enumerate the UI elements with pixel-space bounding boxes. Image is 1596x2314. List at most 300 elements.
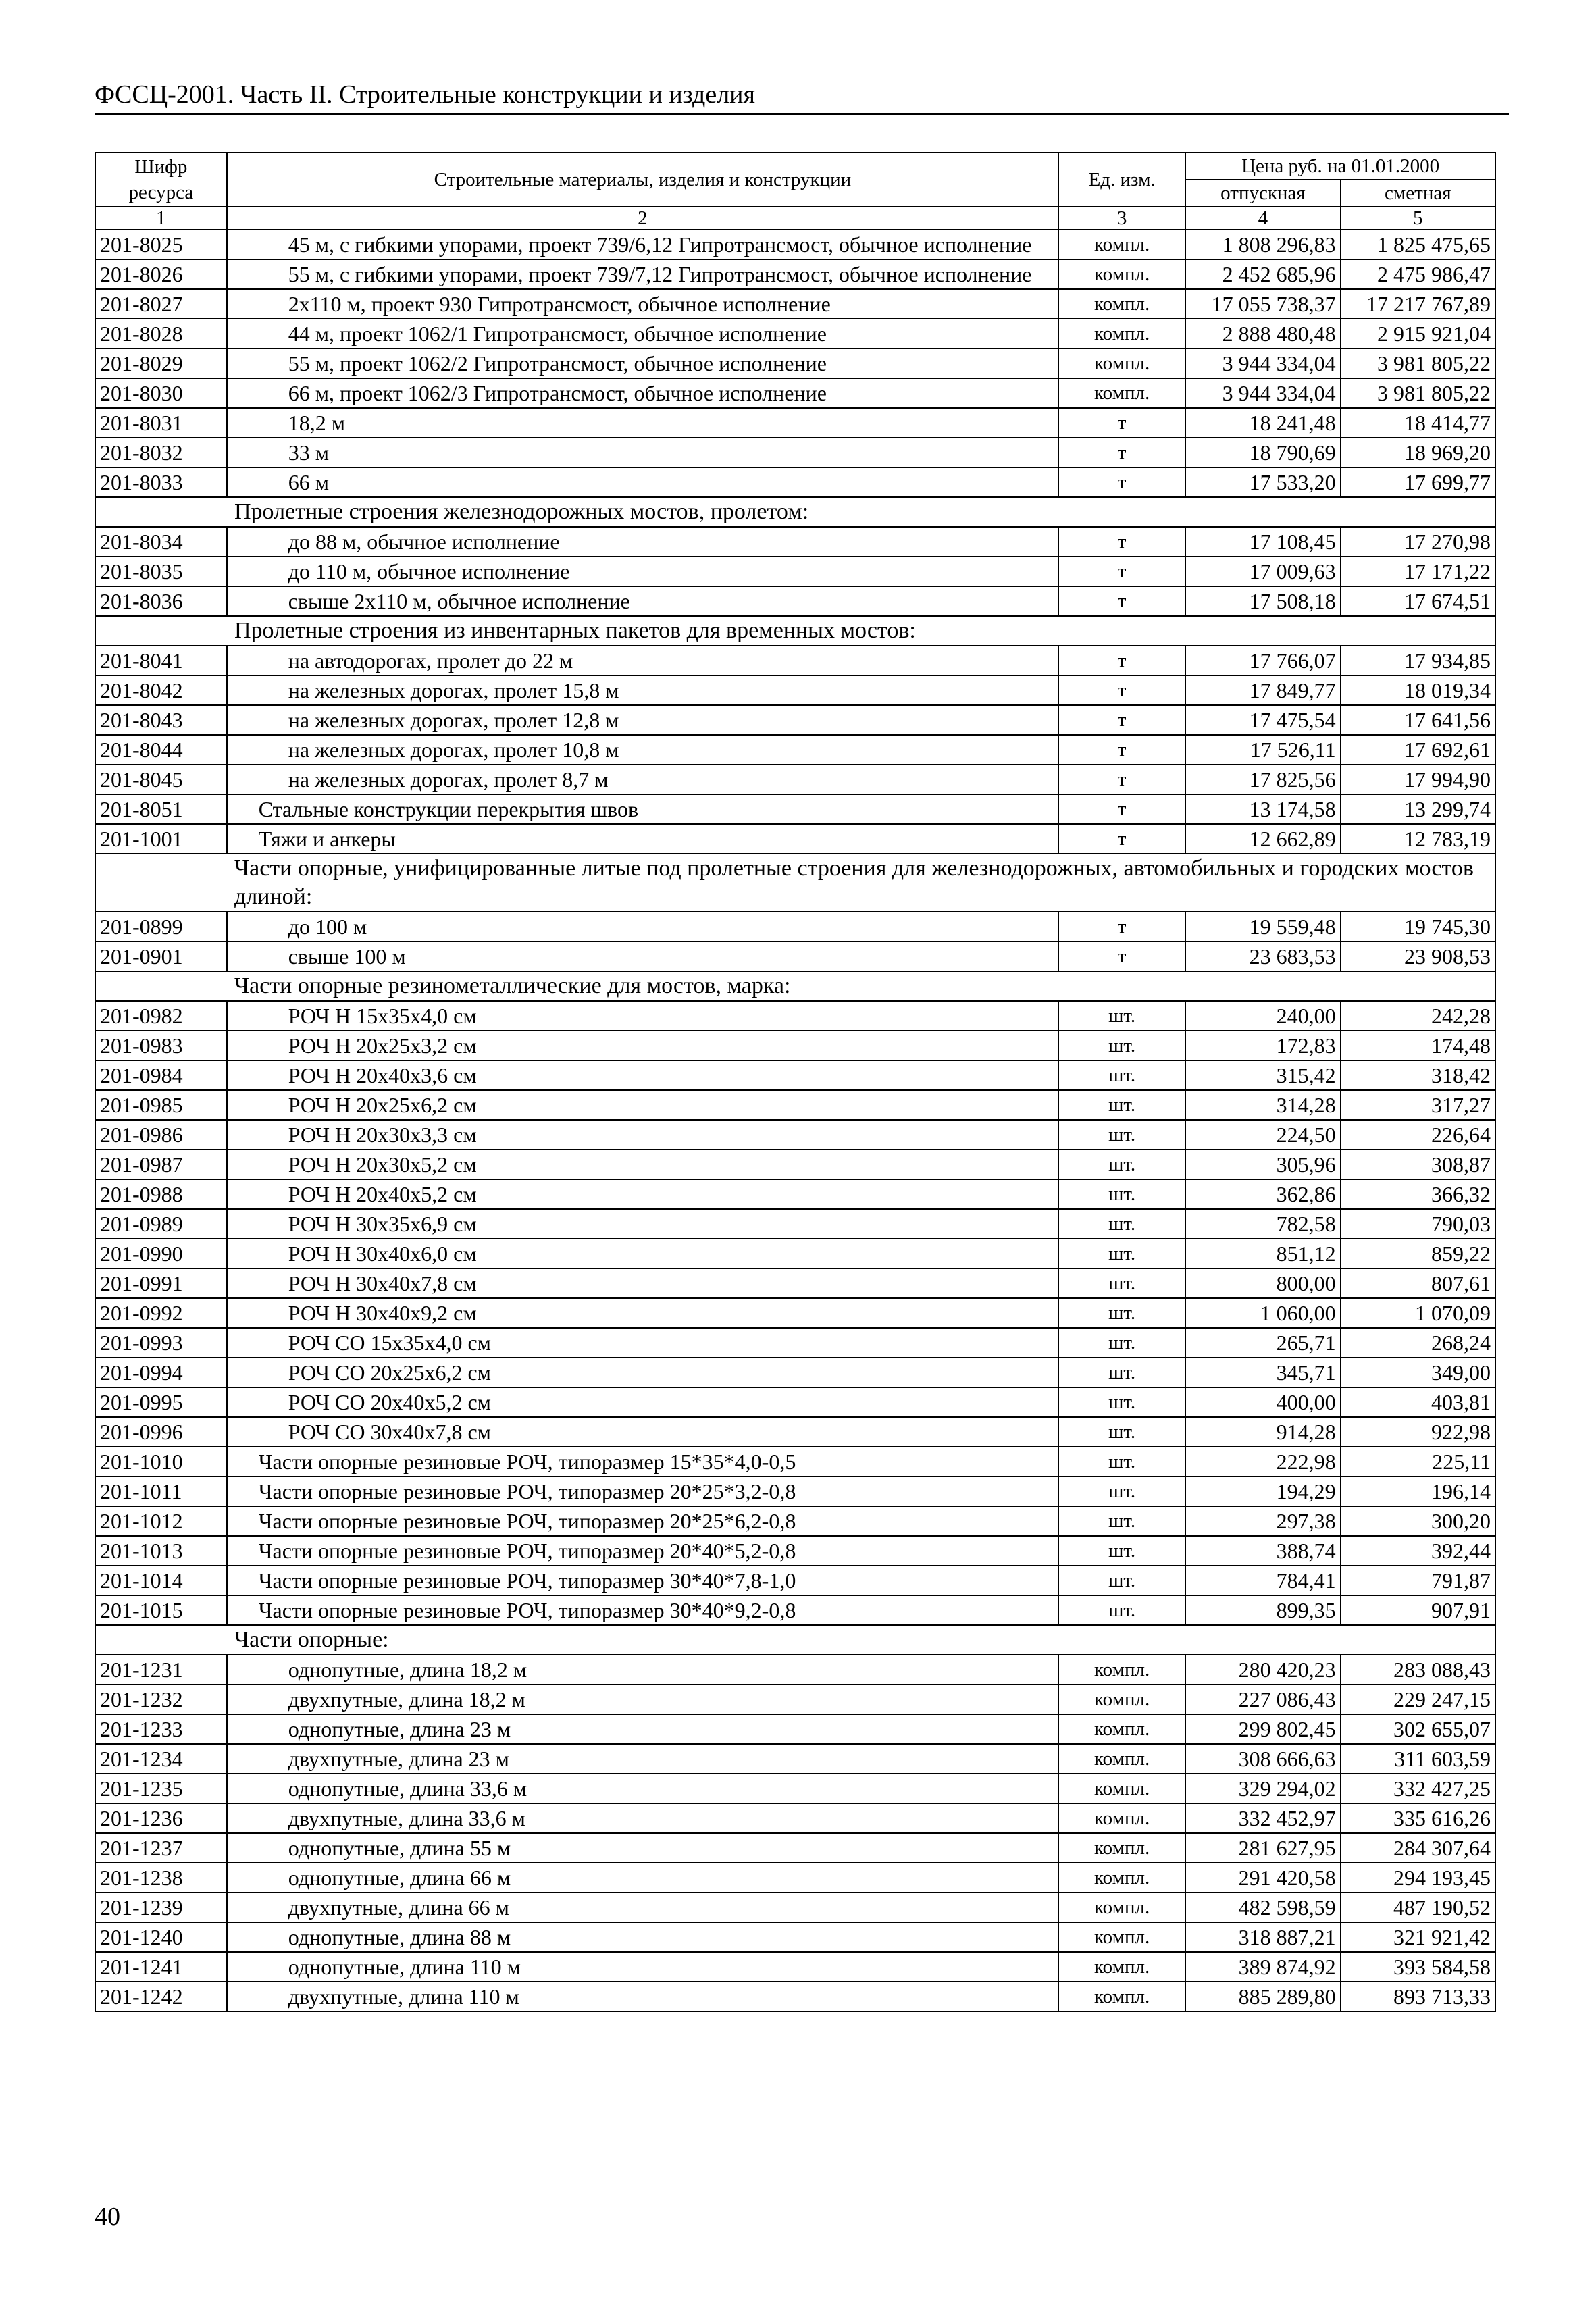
- estimate-price: 321 921,42: [1341, 1922, 1495, 1952]
- release-price: 329 294,02: [1185, 1774, 1340, 1803]
- item-name: 2x110 м, проект 930 Гипротрансмост, обычное исполнение: [227, 289, 1058, 319]
- resource-code: 201-1235: [95, 1774, 227, 1803]
- release-price: 308 666,63: [1185, 1744, 1340, 1774]
- table-row: [95, 794, 1495, 824]
- price-table: [95, 152, 1496, 2012]
- estimate-price: 1 070,09: [1341, 1298, 1495, 1328]
- estimate-price: 229 247,15: [1341, 1685, 1495, 1714]
- estimate-price: 225,11: [1341, 1447, 1495, 1476]
- section-row: [95, 1625, 1495, 1655]
- unit: т: [1058, 942, 1185, 971]
- unit: шт.: [1058, 1417, 1185, 1447]
- estimate-price: 2 475 986,47: [1341, 259, 1495, 289]
- release-price: 17 055 738,37: [1185, 289, 1340, 319]
- item-name: двухпутные, длина 23 м: [227, 1744, 1058, 1774]
- resource-code: 201-8031: [95, 408, 227, 438]
- resource-code: 201-1012: [95, 1506, 227, 1536]
- item-name: 33 м: [227, 438, 1058, 467]
- item-name: РОЧ СО 20х40х5,2 см: [227, 1387, 1058, 1417]
- release-price: 194,29: [1185, 1476, 1340, 1506]
- item-name: Части опорные резиновые РОЧ, типоразмер 20*25*3,2-0,8: [227, 1476, 1058, 1506]
- resource-code: 201-8041: [95, 646, 227, 675]
- release-price: 851,12: [1185, 1239, 1340, 1268]
- estimate-price: 807,61: [1341, 1268, 1495, 1298]
- estimate-price: 284 307,64: [1341, 1833, 1495, 1863]
- item-name: РОЧ СО 15х35х4,0 см: [227, 1328, 1058, 1358]
- resource-code: 201-1231: [95, 1655, 227, 1685]
- table-row: [95, 705, 1495, 735]
- release-price: 265,71: [1185, 1328, 1340, 1358]
- unit: т: [1058, 557, 1185, 586]
- col-header-code: Шифр ресурса: [95, 153, 227, 207]
- unit: т: [1058, 527, 1185, 557]
- item-name: однопутные, длина 66 м: [227, 1863, 1058, 1893]
- unit: компл.: [1058, 1685, 1185, 1714]
- col-number: 5: [1341, 207, 1495, 230]
- item-name: однопутные, длина 110 м: [227, 1952, 1058, 1982]
- resource-code: 201-8027: [95, 289, 227, 319]
- table-row: [95, 1506, 1495, 1536]
- release-price: 240,00: [1185, 1001, 1340, 1031]
- estimate-price: 19 745,30: [1341, 912, 1495, 942]
- resource-code: 201-1014: [95, 1566, 227, 1595]
- unit: шт.: [1058, 1358, 1185, 1387]
- resource-code: 201-8030: [95, 378, 227, 408]
- item-name: на железных дорогах, пролет 15,8 м: [227, 675, 1058, 705]
- estimate-price: 294 193,45: [1341, 1863, 1495, 1893]
- item-name: 66 м, проект 1062/3 Гипротрансмост, обычное исполнение: [227, 378, 1058, 408]
- item-name: двухпутные, длина 18,2 м: [227, 1685, 1058, 1714]
- table-body: [95, 230, 1495, 2011]
- table-row: [95, 1031, 1495, 1060]
- release-price: 13 174,58: [1185, 794, 1340, 824]
- release-price: 172,83: [1185, 1031, 1340, 1060]
- estimate-price: 791,87: [1341, 1566, 1495, 1595]
- item-name: РОЧ Н 30х40х6,0 см: [227, 1239, 1058, 1268]
- item-name: на автодорогах, пролет до 22 м: [227, 646, 1058, 675]
- table-row: [95, 1774, 1495, 1803]
- release-price: 332 452,97: [1185, 1803, 1340, 1833]
- item-name: РОЧ Н 30х40х9,2 см: [227, 1298, 1058, 1328]
- resource-code: 201-0984: [95, 1060, 227, 1090]
- release-price: 345,71: [1185, 1358, 1340, 1387]
- release-price: 318 887,21: [1185, 1922, 1340, 1952]
- unit: т: [1058, 765, 1185, 794]
- running-header: ФССЦ-2001. Часть II. Строительные конструкции и изделия: [95, 80, 755, 109]
- section-row: [95, 497, 1495, 527]
- unit: компл.: [1058, 1833, 1185, 1863]
- estimate-price: 17 934,85: [1341, 646, 1495, 675]
- item-name: Части опорные резиновые РОЧ, типоразмер 30*40*7,8-1,0: [227, 1566, 1058, 1595]
- item-name: Части опорные резиновые РОЧ, типоразмер 15*35*4,0-0,5: [227, 1447, 1058, 1476]
- table-row: [95, 735, 1495, 765]
- item-name: однопутные, длина 33,6 м: [227, 1774, 1058, 1803]
- unit: компл.: [1058, 1982, 1185, 2011]
- resource-code: 201-1001: [95, 824, 227, 854]
- resource-code: 201-0985: [95, 1090, 227, 1120]
- table-row: [95, 408, 1495, 438]
- unit: т: [1058, 675, 1185, 705]
- release-price: 885 289,80: [1185, 1982, 1340, 2011]
- section-title: Пролетные строения железнодорожных мостов, пролетом:: [95, 497, 1495, 527]
- unit: т: [1058, 735, 1185, 765]
- release-price: 222,98: [1185, 1447, 1340, 1476]
- resource-code: 201-0982: [95, 1001, 227, 1031]
- estimate-price: 3 981 805,22: [1341, 378, 1495, 408]
- estimate-price: 332 427,25: [1341, 1774, 1495, 1803]
- estimate-price: 17 674,51: [1341, 586, 1495, 616]
- unit: компл.: [1058, 230, 1185, 259]
- section-title: Пролетные строения из инвентарных пакетов для временных мостов:: [95, 616, 1495, 646]
- resource-code: 201-0899: [95, 912, 227, 942]
- item-name: 66 м: [227, 467, 1058, 497]
- release-price: 388,74: [1185, 1536, 1340, 1566]
- item-name: свыше 2x110 м, обычное исполнение: [227, 586, 1058, 616]
- unit: шт.: [1058, 1209, 1185, 1239]
- col-number: 1: [95, 207, 227, 230]
- estimate-price: 17 171,22: [1341, 557, 1495, 586]
- estimate-price: 790,03: [1341, 1209, 1495, 1239]
- table-row: [95, 1566, 1495, 1595]
- estimate-price: 17 641,56: [1341, 705, 1495, 735]
- item-name: Тяжи и анкеры: [227, 824, 1058, 854]
- resource-code: 201-8033: [95, 467, 227, 497]
- table-row: [95, 1982, 1495, 2011]
- item-name: Части опорные резиновые РОЧ, типоразмер 20*25*6,2-0,8: [227, 1506, 1058, 1536]
- section-row: [95, 616, 1495, 646]
- release-price: 224,50: [1185, 1120, 1340, 1150]
- resource-code: 201-0990: [95, 1239, 227, 1268]
- col-number: 4: [1185, 207, 1340, 230]
- resource-code: 201-1233: [95, 1714, 227, 1744]
- resource-code: 201-0994: [95, 1358, 227, 1387]
- estimate-price: 23 908,53: [1341, 942, 1495, 971]
- resource-code: 201-8035: [95, 557, 227, 586]
- estimate-price: 349,00: [1341, 1358, 1495, 1387]
- resource-code: 201-1015: [95, 1595, 227, 1625]
- resource-code: 201-8029: [95, 349, 227, 378]
- item-name: РОЧ Н 20х25х6,2 см: [227, 1090, 1058, 1120]
- table-row: [95, 1714, 1495, 1744]
- unit: шт.: [1058, 1150, 1185, 1179]
- table-row: [95, 1476, 1495, 1506]
- release-price: 297,38: [1185, 1506, 1340, 1536]
- estimate-price: 13 299,74: [1341, 794, 1495, 824]
- resource-code: 201-1011: [95, 1476, 227, 1506]
- col-header-estimate: сметная: [1341, 180, 1495, 207]
- unit: компл.: [1058, 378, 1185, 408]
- item-name: РОЧ Н 20х25х3,2 см: [227, 1031, 1058, 1060]
- unit: компл.: [1058, 1893, 1185, 1922]
- column-number-row: [95, 207, 1495, 230]
- table-row: [95, 319, 1495, 349]
- item-name: РОЧ Н 15х35х4,0 см: [227, 1001, 1058, 1031]
- unit: шт.: [1058, 1447, 1185, 1476]
- unit: компл.: [1058, 259, 1185, 289]
- release-price: 17 533,20: [1185, 467, 1340, 497]
- unit: т: [1058, 705, 1185, 735]
- table-row: [95, 1685, 1495, 1714]
- estimate-price: 174,48: [1341, 1031, 1495, 1060]
- item-name: однопутные, длина 18,2 м: [227, 1655, 1058, 1685]
- release-price: 17 108,45: [1185, 527, 1340, 557]
- estimate-price: 268,24: [1341, 1328, 1495, 1358]
- section-row: [95, 854, 1495, 912]
- estimate-price: 317,27: [1341, 1090, 1495, 1120]
- resource-code: 201-8051: [95, 794, 227, 824]
- resource-code: 201-0986: [95, 1120, 227, 1150]
- release-price: 2 452 685,96: [1185, 259, 1340, 289]
- resource-code: 201-1236: [95, 1803, 227, 1833]
- resource-code: 201-0983: [95, 1031, 227, 1060]
- table-row: [95, 1150, 1495, 1179]
- resource-code: 201-0991: [95, 1268, 227, 1298]
- release-price: 1 060,00: [1185, 1298, 1340, 1328]
- table-row: [95, 912, 1495, 942]
- unit: т: [1058, 646, 1185, 675]
- table-row: [95, 259, 1495, 289]
- table-row: [95, 942, 1495, 971]
- item-name: на железных дорогах, пролет 12,8 м: [227, 705, 1058, 735]
- release-price: 18 241,48: [1185, 408, 1340, 438]
- item-name: двухпутные, длина 110 м: [227, 1982, 1058, 2011]
- unit: компл.: [1058, 1655, 1185, 1685]
- estimate-price: 17 692,61: [1341, 735, 1495, 765]
- col-header-price-group: Цена руб. на 01.01.2000: [1185, 153, 1495, 180]
- item-name: на железных дорогах, пролет 10,8 м: [227, 735, 1058, 765]
- resource-code: 201-1237: [95, 1833, 227, 1863]
- col-header-release: отпускная: [1185, 180, 1340, 207]
- item-name: до 110 м, обычное исполнение: [227, 557, 1058, 586]
- estimate-price: 308,87: [1341, 1150, 1495, 1179]
- item-name: свыше 100 м: [227, 942, 1058, 971]
- unit: шт.: [1058, 1239, 1185, 1268]
- table-row: [95, 289, 1495, 319]
- estimate-price: 893 713,33: [1341, 1982, 1495, 2011]
- release-price: 3 944 334,04: [1185, 378, 1340, 408]
- table-row: [95, 349, 1495, 378]
- unit: шт.: [1058, 1060, 1185, 1090]
- estimate-price: 196,14: [1341, 1476, 1495, 1506]
- item-name: на железных дорогах, пролет 8,7 м: [227, 765, 1058, 794]
- estimate-price: 12 783,19: [1341, 824, 1495, 854]
- table-row: [95, 1298, 1495, 1328]
- unit: т: [1058, 824, 1185, 854]
- item-name: однопутные, длина 55 м: [227, 1833, 1058, 1863]
- release-price: 17 508,18: [1185, 586, 1340, 616]
- item-name: однопутные, длина 88 м: [227, 1922, 1058, 1952]
- resource-code: 201-8045: [95, 765, 227, 794]
- table-row: [95, 557, 1495, 586]
- release-price: 299 802,45: [1185, 1714, 1340, 1744]
- item-name: до 88 м, обычное исполнение: [227, 527, 1058, 557]
- item-name: РОЧ Н 20х30х3,3 см: [227, 1120, 1058, 1150]
- resource-code: 201-8028: [95, 319, 227, 349]
- resource-code: 201-0901: [95, 942, 227, 971]
- unit: шт.: [1058, 1179, 1185, 1209]
- release-price: 12 662,89: [1185, 824, 1340, 854]
- release-price: 280 420,23: [1185, 1655, 1340, 1685]
- resource-code: 201-1238: [95, 1863, 227, 1893]
- item-name: РОЧ Н 20х40х5,2 см: [227, 1179, 1058, 1209]
- unit: компл.: [1058, 319, 1185, 349]
- release-price: 800,00: [1185, 1268, 1340, 1298]
- resource-code: 201-1013: [95, 1536, 227, 1566]
- table-row: [95, 1536, 1495, 1566]
- release-price: 17 526,11: [1185, 735, 1340, 765]
- col-header-name: Строительные материалы, изделия и конструкции: [227, 153, 1058, 207]
- resource-code: 201-8025: [95, 230, 227, 259]
- table-row: [95, 586, 1495, 616]
- unit: шт.: [1058, 1090, 1185, 1120]
- table-row: [95, 1417, 1495, 1447]
- table-row: [95, 1833, 1495, 1863]
- unit: т: [1058, 467, 1185, 497]
- unit: шт.: [1058, 1387, 1185, 1417]
- table-row: [95, 824, 1495, 854]
- item-name: РОЧ СО 30х40х7,8 см: [227, 1417, 1058, 1447]
- release-price: 314,28: [1185, 1090, 1340, 1120]
- item-name: РОЧ Н 30х40х7,8 см: [227, 1268, 1058, 1298]
- release-price: 19 559,48: [1185, 912, 1340, 942]
- estimate-price: 907,91: [1341, 1595, 1495, 1625]
- release-price: 23 683,53: [1185, 942, 1340, 971]
- unit: шт.: [1058, 1476, 1185, 1506]
- table-header: [95, 153, 1495, 230]
- release-price: 227 086,43: [1185, 1685, 1340, 1714]
- resource-code: 201-0995: [95, 1387, 227, 1417]
- resource-code: 201-8044: [95, 735, 227, 765]
- resource-code: 201-0988: [95, 1179, 227, 1209]
- release-price: 400,00: [1185, 1387, 1340, 1417]
- unit: шт.: [1058, 1595, 1185, 1625]
- estimate-price: 335 616,26: [1341, 1803, 1495, 1833]
- item-name: РОЧ Н 20х30х5,2 см: [227, 1150, 1058, 1179]
- estimate-price: 18 019,34: [1341, 675, 1495, 705]
- section-title: Части опорные, унифицированные литые под пролетные строения для железнодорожных, автомобильных и городских мостов длиной:: [95, 854, 1495, 912]
- table-row: [95, 1328, 1495, 1358]
- item-name: Стальные конструкции перекрытия швов: [227, 794, 1058, 824]
- item-name: двухпутные, длина 66 м: [227, 1893, 1058, 1922]
- release-price: 305,96: [1185, 1150, 1340, 1179]
- col-header-unit: Ед. изм.: [1058, 153, 1185, 207]
- table-row: [95, 1179, 1495, 1209]
- estimate-price: 17 994,90: [1341, 765, 1495, 794]
- release-price: 782,58: [1185, 1209, 1340, 1239]
- resource-code: 201-8042: [95, 675, 227, 705]
- unit: компл.: [1058, 1922, 1185, 1952]
- estimate-price: 403,81: [1341, 1387, 1495, 1417]
- table-row: [95, 1447, 1495, 1476]
- unit: шт.: [1058, 1506, 1185, 1536]
- unit: т: [1058, 586, 1185, 616]
- table-row: [95, 646, 1495, 675]
- item-name: 45 м, с гибкими упорами, проект 739/6,12 Гипротрансмост, обычное исполнение: [227, 230, 1058, 259]
- release-price: 17 849,77: [1185, 675, 1340, 705]
- unit: т: [1058, 912, 1185, 942]
- table-row: [95, 1209, 1495, 1239]
- table-row: [95, 1001, 1495, 1031]
- release-price: 3 944 334,04: [1185, 349, 1340, 378]
- table-row: [95, 1239, 1495, 1268]
- estimate-price: 366,32: [1341, 1179, 1495, 1209]
- unit: компл.: [1058, 1774, 1185, 1803]
- col-number: 3: [1058, 207, 1185, 230]
- table-row: [95, 1358, 1495, 1387]
- release-price: 17 766,07: [1185, 646, 1340, 675]
- table-row: [95, 1922, 1495, 1952]
- resource-code: 201-0987: [95, 1150, 227, 1179]
- estimate-price: 392,44: [1341, 1536, 1495, 1566]
- resource-code: 201-1239: [95, 1893, 227, 1922]
- table-row: [95, 527, 1495, 557]
- col-number: 2: [227, 207, 1058, 230]
- estimate-price: 393 584,58: [1341, 1952, 1495, 1982]
- resource-code: 201-1010: [95, 1447, 227, 1476]
- resource-code: 201-8032: [95, 438, 227, 467]
- unit: компл.: [1058, 1714, 1185, 1744]
- table-row: [95, 1120, 1495, 1150]
- table-row: [95, 1060, 1495, 1090]
- item-name: 55 м, с гибкими упорами, проект 739/7,12 Гипротрансмост, обычное исполнение: [227, 259, 1058, 289]
- table-row: [95, 1595, 1495, 1625]
- resource-code: 201-1240: [95, 1922, 227, 1952]
- item-name: до 100 м: [227, 912, 1058, 942]
- unit: компл.: [1058, 1803, 1185, 1833]
- estimate-price: 311 603,59: [1341, 1744, 1495, 1774]
- estimate-price: 302 655,07: [1341, 1714, 1495, 1744]
- unit: компл.: [1058, 349, 1185, 378]
- table-row: [95, 1863, 1495, 1893]
- estimate-price: 2 915 921,04: [1341, 319, 1495, 349]
- release-price: 914,28: [1185, 1417, 1340, 1447]
- release-price: 899,35: [1185, 1595, 1340, 1625]
- section-row: [95, 971, 1495, 1001]
- unit: шт.: [1058, 1120, 1185, 1150]
- release-price: 281 627,95: [1185, 1833, 1340, 1863]
- estimate-price: 283 088,43: [1341, 1655, 1495, 1685]
- item-name: Части опорные резиновые РОЧ, типоразмер 20*40*5,2-0,8: [227, 1536, 1058, 1566]
- estimate-price: 18 414,77: [1341, 408, 1495, 438]
- table-row: [95, 765, 1495, 794]
- release-price: 362,86: [1185, 1179, 1340, 1209]
- resource-code: 201-1232: [95, 1685, 227, 1714]
- table-row: [95, 1893, 1495, 1922]
- item-name: РОЧ Н 30х35х6,9 см: [227, 1209, 1058, 1239]
- table-row: [95, 1803, 1495, 1833]
- release-price: 17 009,63: [1185, 557, 1340, 586]
- resource-code: 201-1242: [95, 1982, 227, 2011]
- unit: шт.: [1058, 1566, 1185, 1595]
- item-name: однопутные, длина 23 м: [227, 1714, 1058, 1744]
- unit: компл.: [1058, 1952, 1185, 1982]
- estimate-price: 318,42: [1341, 1060, 1495, 1090]
- unit: т: [1058, 438, 1185, 467]
- release-price: 389 874,92: [1185, 1952, 1340, 1982]
- release-price: 2 888 480,48: [1185, 319, 1340, 349]
- table-row: [95, 1655, 1495, 1685]
- release-price: 1 808 296,83: [1185, 230, 1340, 259]
- table-row: [95, 1952, 1495, 1982]
- release-price: 17 825,56: [1185, 765, 1340, 794]
- resource-code: 201-1234: [95, 1744, 227, 1774]
- estimate-price: 922,98: [1341, 1417, 1495, 1447]
- estimate-price: 3 981 805,22: [1341, 349, 1495, 378]
- estimate-price: 226,64: [1341, 1120, 1495, 1150]
- resource-code: 201-0989: [95, 1209, 227, 1239]
- estimate-price: 17 699,77: [1341, 467, 1495, 497]
- resource-code: 201-8043: [95, 705, 227, 735]
